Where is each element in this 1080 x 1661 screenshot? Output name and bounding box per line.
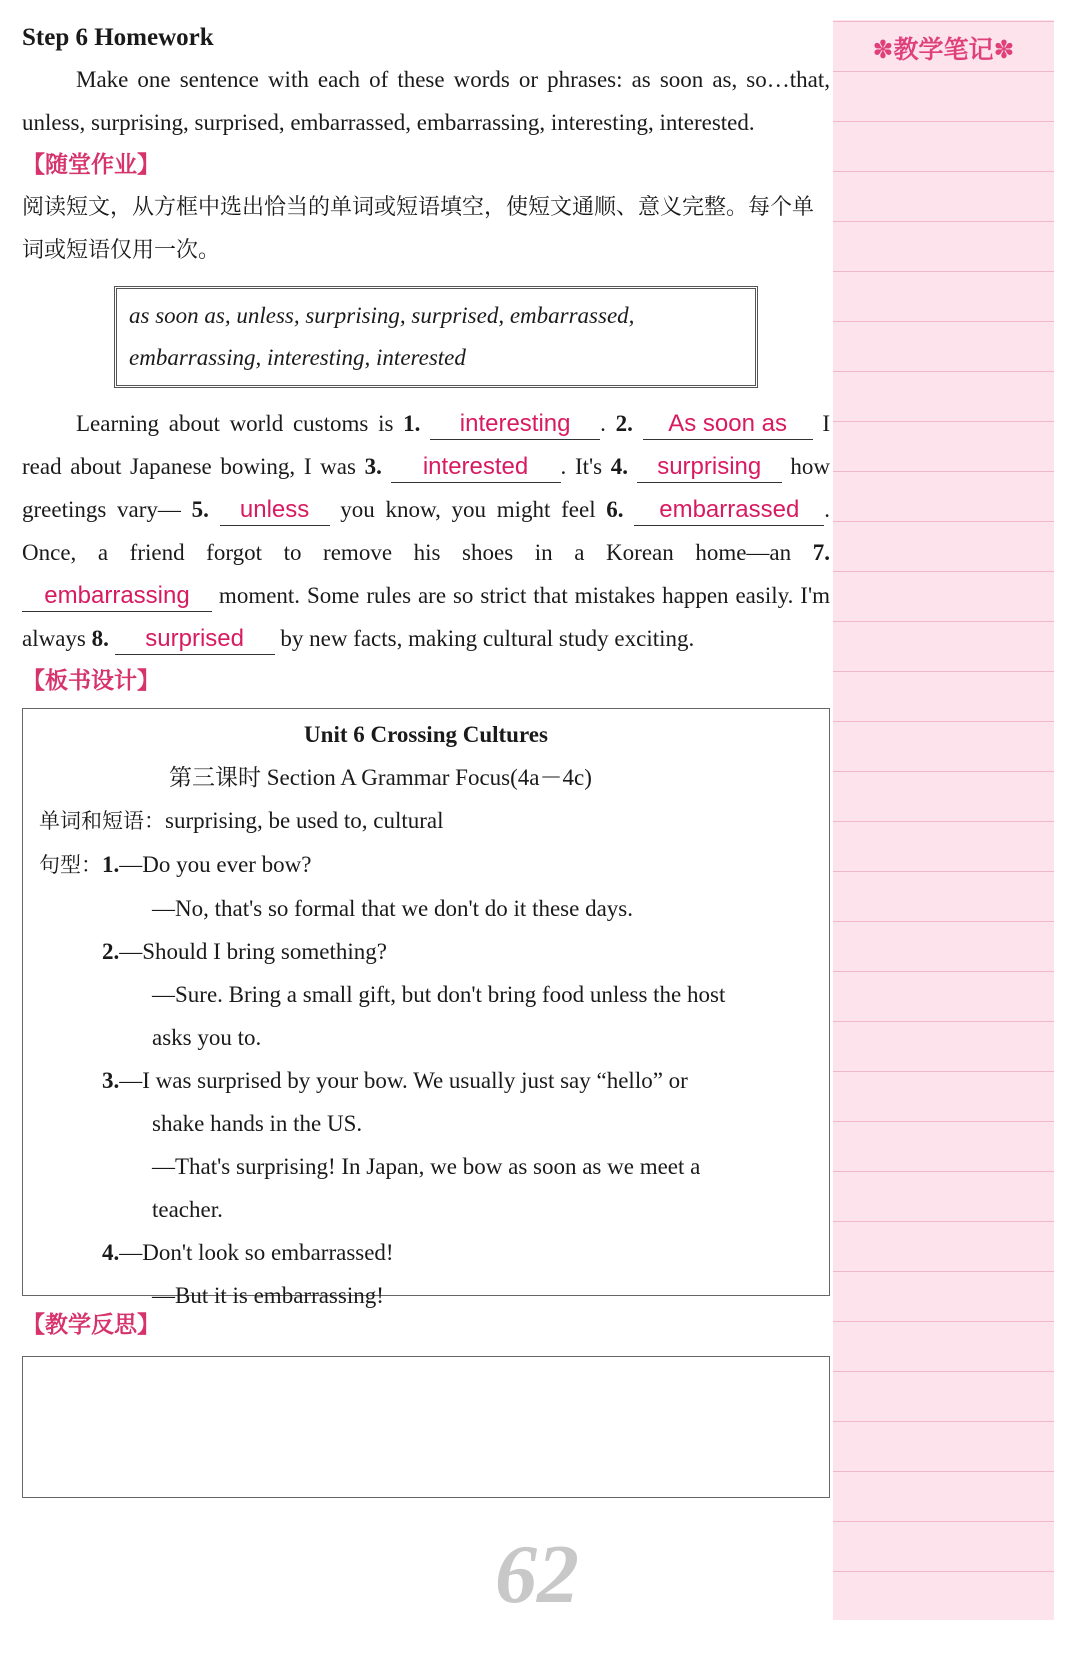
sentences-label: 句型：: [39, 853, 102, 877]
passage-text: you know, you might feel: [329, 497, 607, 522]
passage-text: how greetings vary—: [22, 454, 830, 522]
answer-blank-2: As soon as: [643, 409, 813, 440]
blank-number: 2.: [615, 411, 633, 436]
vocab-text: surprising, be used to, cultural: [165, 808, 444, 833]
board-item-4: [39, 1231, 813, 1274]
word-box: [114, 286, 758, 388]
blank-number: 4.: [610, 454, 629, 479]
blank-number: 6.: [606, 497, 624, 522]
reflection-box: [22, 1356, 830, 1498]
assignment-instruction: 阅读短文，从方框中选出恰当的单词或短语填空，使短文通顺、意义完整。每个单词或短语仅用一次。: [22, 195, 815, 263]
board-item-2: [39, 930, 813, 973]
cloze-passage: [22, 402, 830, 660]
teaching-notes-sidebar: [833, 20, 1054, 1620]
vocab-label: 单词和短语：: [39, 809, 165, 833]
reflection-title: 【教学反思】: [22, 1312, 160, 1338]
answer-blank-6: embarrassed: [634, 495, 824, 526]
item-number: 1.: [102, 852, 120, 877]
homework-text: Make one sentence with each of these words or phrases: as soon as, so…that, unless, surprising, surprised, embarrassed, embarrassing, interesting, interested.: [22, 67, 830, 135]
item-number: 2.: [102, 939, 120, 964]
item-question: —Do you ever bow?: [119, 852, 312, 877]
blank-number: 5.: [191, 497, 209, 522]
answer-blank-8: surprised: [115, 624, 275, 655]
passage-text: I read about Japanese bowing, I was: [22, 411, 830, 479]
board-item-1-answer: —No, that's so formal that we don't do it these days.: [152, 896, 633, 921]
item-number: 3.: [102, 1068, 120, 1093]
board-title: 【板书设计】: [22, 668, 160, 694]
board-item-3: [39, 1059, 813, 1102]
page-number: 62: [495, 1528, 579, 1621]
answer-blank-1: interesting: [430, 409, 600, 440]
blank-number: 7.: [812, 540, 830, 565]
board-item-3-question-cont: shake hands in the US.: [152, 1111, 363, 1136]
board-item-4-answer: —But it is embarrassing!: [152, 1283, 384, 1308]
passage-text: . Once, a friend forgot to remove his shoes in a Korean home—an: [22, 497, 831, 565]
board-item-1: [39, 843, 813, 887]
board-item-2-answer: —Sure. Bring a small gift, but don't bring food unless the host: [152, 982, 726, 1007]
homework-heading: Step 6 Homework: [22, 24, 214, 51]
board-design-box: [22, 708, 830, 1308]
board-item-3-answer-cont: teacher.: [152, 1197, 223, 1222]
assignment-title: 【随堂作业】: [22, 152, 160, 178]
answer-blank-3: interested: [391, 452, 561, 483]
passage-text: by new facts, making cultural study exciting.: [274, 626, 695, 651]
board-vocab-line: [39, 799, 813, 843]
item-question: —Don't look so embarrassed!: [119, 1240, 394, 1265]
passage-text: moment. Some rules are so strict that mistakes happen easily. I'm always: [22, 583, 830, 651]
word-box-line-2: embarrassing, interesting, interested: [129, 345, 466, 370]
blank-number: 1.: [403, 411, 421, 436]
blank-number: 8.: [91, 626, 109, 651]
board-item-3-answer: —That's surprising! In Japan, we bow as soon as we meet a: [152, 1154, 701, 1179]
passage-text: Learning about world customs is: [76, 411, 404, 436]
word-box-line-1: as soon as, unless, surprising, surprised, embarrassed,: [129, 303, 635, 328]
passage-text: . It's: [560, 454, 611, 479]
board-item-2-answer-cont: asks you to.: [152, 1025, 262, 1050]
board-lesson: 第三课时 Section A Grammar Focus(4a－4c): [169, 765, 592, 790]
answer-blank-5: unless: [220, 495, 330, 526]
passage-text: .: [600, 411, 616, 436]
item-question: —I was surprised by your bow. We usually just say “hello” or: [119, 1068, 688, 1093]
main-content: [22, 18, 830, 1498]
answer-blank-4: surprising: [637, 452, 782, 483]
answer-blank-7: embarrassing: [22, 581, 212, 612]
item-question: —Should I bring something?: [119, 939, 387, 964]
item-number: 4.: [102, 1240, 120, 1265]
board-unit: Unit 6 Crossing Cultures: [304, 722, 548, 747]
blank-number: 3.: [364, 454, 382, 479]
notes-title: ✽教学笔记✽: [833, 30, 1054, 70]
